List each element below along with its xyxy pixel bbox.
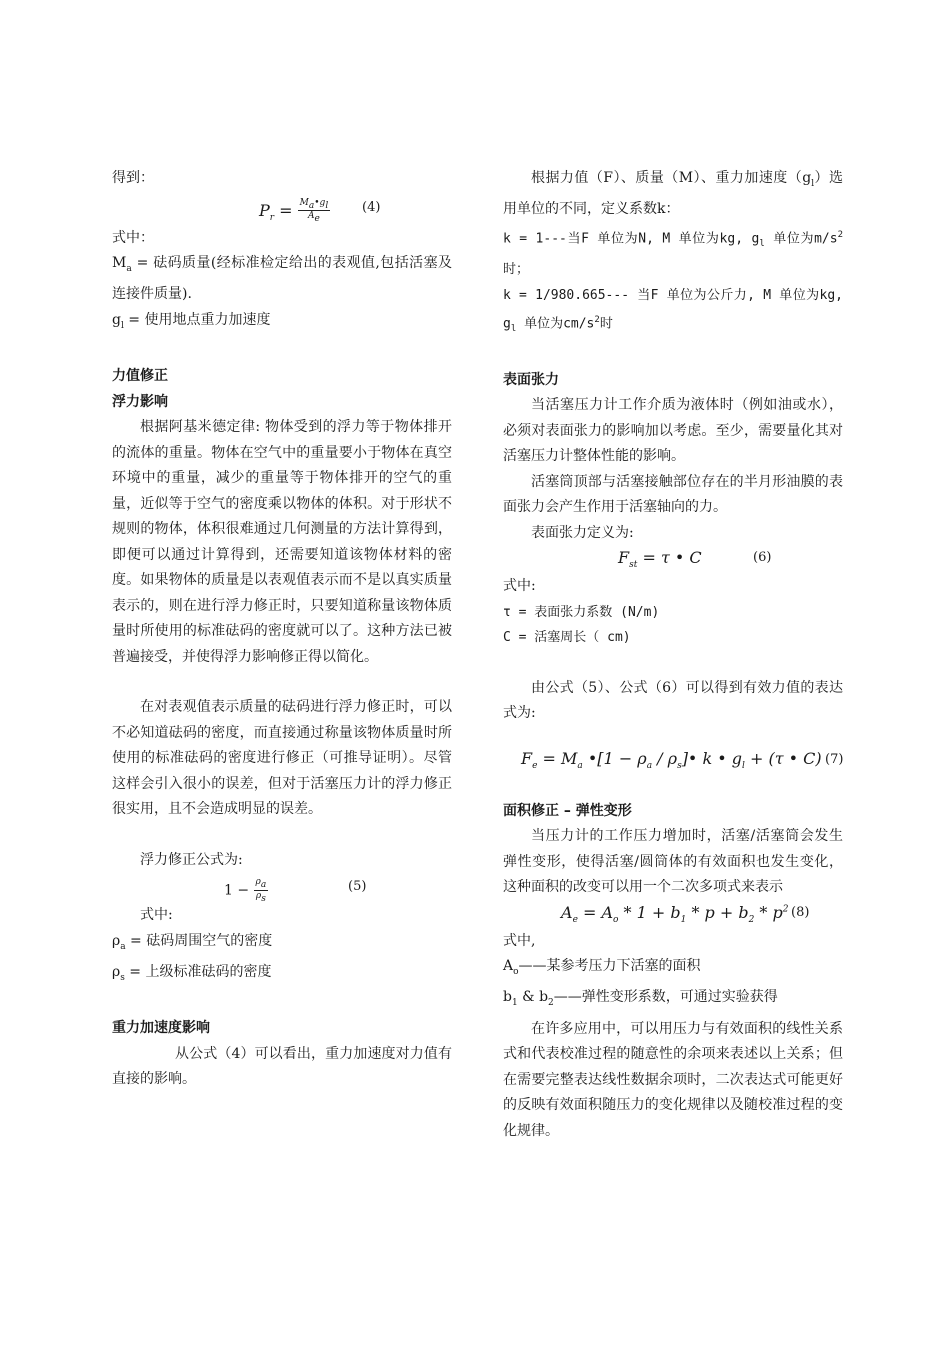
formula-5-label: (5) <box>348 879 367 895</box>
gl-definition: $g_l$ = 使用地点重力加速度 <box>112 311 271 331</box>
heading-force-correction: 力值修正 <box>112 368 168 385</box>
formula-6-expression: $F_{st} = \tau$ • C <box>618 548 702 571</box>
formula-8 <box>503 901 843 929</box>
formula-7 <box>503 727 843 787</box>
area-paragraph-2: 在许多应用中，可以用压力与有效面积的线性关系式和代表校准过程的随意性的余项来表述以上关系；但在需要完整表达线性数据余项时，二次表达式可能更好的反映有效面积随压力的变化规律以及随校准过程的变化规律。 <box>503 1020 843 1139</box>
formula-4-expression: $P_r$ = $\frac{M_a•g_l}{A_e}$ <box>259 197 329 225</box>
right-column <box>503 166 843 1144</box>
formula-5-expression: 1 − $\frac{\rho_a}{\rho_s}$ <box>224 877 267 904</box>
formula-6-label: (6) <box>753 550 772 566</box>
tension-paragraph-2: 活塞筒顶部与活塞接触部位存在的半月形油膜的表面张力会产生作用于活塞轴向的力。 <box>503 473 843 516</box>
heading-surface-tension: 表面张力 <box>503 371 559 388</box>
buoyancy-paragraph-1: 根据阿基米德定律: 物体受到的浮力等于物体排开的流体的重量。物体在空气中的重量要小于物体在真空环境中的重量，减少的重量等于物体排开的空气的重量，近似等于空气的密度乘以物体的体积。对于形状不规则的物体，体积很难通过几何测量的方法计算得到，即便可以通过计算得到，还需要知道该物体材料的密度。如果物体的质量是以表观值表示而不是以真实质量表示的，则在进行浮力修正时，只要知道称量该物体质量时所使用的标准砝码的密度就可以了。这种方法已被普遍接受，并使得浮力影响修正得以简化。 <box>112 419 452 665</box>
units-paragraph: 根据力值（F）、质量（M）、重力加速度$(g_l)$选用单位的不同，定义系数k： <box>503 170 843 218</box>
ao-definition: $A_o——$某参考压力下活塞的面积 <box>503 958 701 977</box>
formula-4 <box>112 192 452 226</box>
buoyancy-formula-intro: 浮力修正公式为: <box>140 851 243 868</box>
ma-definition: $M_a$ = 砝码质量(经标准检定给出的表观值,包括活塞及连接件质量). <box>112 255 452 303</box>
heading-gravity: 重力加速度影响 <box>112 1020 210 1037</box>
heading-area-correction: 面积修正 – 弹性变形 <box>503 802 632 819</box>
rho-s-definition: $\rho_s$ = 上级标准砝码的密度 <box>112 963 272 983</box>
left-column <box>112 166 452 1093</box>
buoyancy-paragraph-2: 在对表观值表示质量的砝码进行浮力修正时，可以不必知道砝码的密度，而直接通过称量该物体质量时所使用的标准砝码的密度进行修正（可推导证明）。尽管这样会引入很小的误差，但对于活塞压力计的浮力修正很实用，且不会造成明显的误差。 <box>112 699 452 818</box>
area-paragraph-1: 当压力计的工作压力增加时，活塞/活塞筒会发生弹性变形，使得活塞/圆筒体的有效面积也发生变化，这种面积的改变可以用一个二次多项式来表示 <box>503 828 843 896</box>
k-definition-2: k = 1/980.665--- 当F 单位为公斤力, M 单位为kg, $g_l$ 单位为$cm/s^2$时 <box>503 287 843 335</box>
heading-buoyancy: 浮力影响 <box>112 393 168 410</box>
intro-text: 得到： <box>112 170 154 186</box>
k-definition-1: k = 1---当F 单位为N, M 单位为kg, $g_l$ 单位为$m/s^2$时； <box>503 229 843 278</box>
where-label-2: 式中: <box>140 907 173 924</box>
where-label-4: 式中, <box>503 932 536 949</box>
where-label: 式中： <box>112 229 154 246</box>
formula-6 <box>503 546 843 574</box>
b-definition: $b_1$ & $b_2——$弹性变形系数，可通过实验获得 <box>503 989 778 1009</box>
gravity-paragraph: 从公式（4）可以看出，重力加速度对力值有直接的影响。 <box>112 1045 452 1088</box>
tension-paragraph-1: 当活塞压力计工作介质为液体时（例如油或水），必须对表面张力的影响加以考虑。至少，需要量化其对活塞压力计整体性能的影响。 <box>503 397 843 465</box>
formula-8-label: (8) <box>791 904 810 920</box>
c-definition: C = 活塞周长（ cm) <box>503 630 631 646</box>
tension-paragraph-3: 表面张力定义为: <box>531 524 634 541</box>
rho-a-definition: $\rho_a$ = 砝码周围空气的密度 <box>112 932 273 952</box>
formula-8-expression: $A_e = A_o * 1 + b_1 * p + b_2 * p^2$ <box>561 902 789 925</box>
formula-7-expression: $F_e = M_a$ •[1 − $\rho_a$ / $\rho_s]•$ k • $g_l + (\tau$ • C) <box>521 748 822 771</box>
where-label-3: 式中: <box>503 578 536 595</box>
effective-force-intro: 由公式（5）、公式（6）可以得到有效力值的表达式为: <box>503 679 843 722</box>
formula-7-label: (7) <box>825 751 844 767</box>
tau-definition: τ = 表面张力系数 (N/m) <box>503 604 660 620</box>
formula-4-label: (4) <box>362 199 381 215</box>
formula-5 <box>112 873 452 903</box>
